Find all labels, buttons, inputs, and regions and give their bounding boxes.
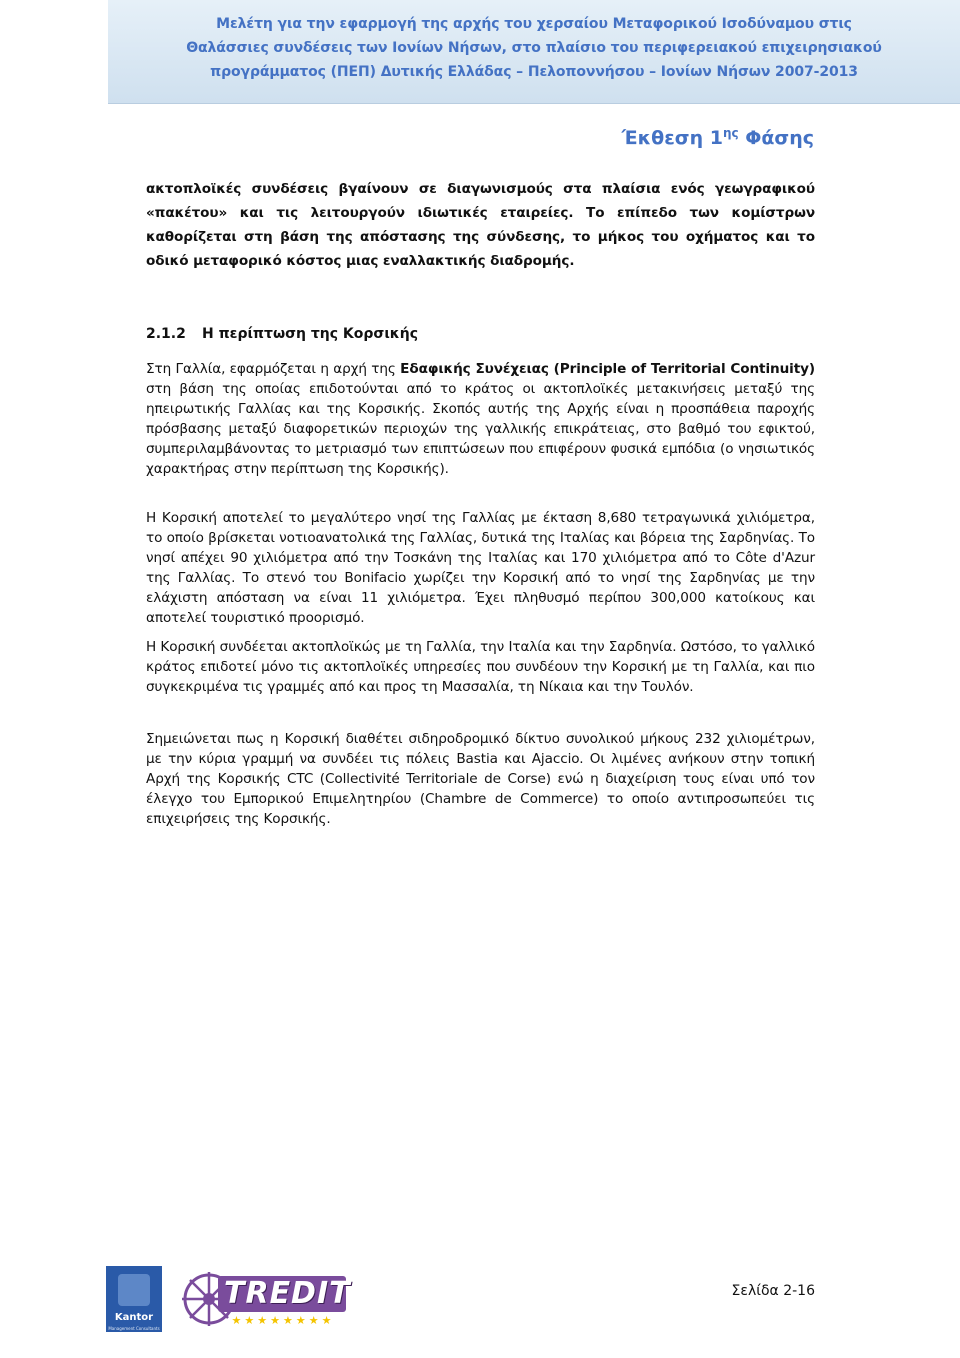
paragraph-1: [146, 359, 815, 479]
paragraph-2: Η Κορσική αποτελεί το μεγαλύτερο νησί της Γαλλίας με έκταση 8,680 τετραγωνικά χιλιόμετρα, το οποίο βρίσκεται νοτιοανατολικά της Γαλλίας, δυτικά της Ιταλίας και βόρεια της Σαρδηνίας. Το νησί απέχει 90 χιλιόμετρα από την Τοσκάνη της Ιταλίας και 170 χιλιόμετρα από το Côte d'Azur της Γαλλίας. Το στενό του Bonifacio χωρίζει την Κορσική από το νησί της Σαρδηνίας με την ελάχιστη απόσταση να είναι 11 χιλιόμετρα. Έχει πληθυσμό περίπου 300,000 κατοίκους και αποτελεί τουριστικό προορισμό.: [146, 510, 815, 626]
paragraph-1-bold-term: Εδαφικής Συνέχειας (Principle of Territorial Continuity): [400, 361, 815, 377]
tredit-logo-word: TREDIT: [224, 1276, 351, 1311]
report-title-superscript: ης: [722, 126, 739, 140]
paragraph-1-text-a: Στη Γαλλία, εφαρμόζεται η αρχή της: [146, 361, 401, 377]
section-heading: [146, 326, 418, 342]
page-number: Σελίδα 2-16: [731, 1283, 815, 1299]
eu-stars-icon: ★★★★★★★★: [231, 1314, 335, 1327]
section-number: 2.1.2: [146, 326, 186, 342]
paragraph-1-text-b: στη βάση της οποίας επιδοτούνται από το κράτος οι ακτοπλοϊκές μετακινήσεις μεταξύ της ηπειρωτικής Γαλλίας και της Κορσικής. Σκοπός αυτής της Αρχής είναι η προσπάθεια παροχής πρόσβασης μεταξύ διαφορετικών περιοχών της γαλλικής επικράτειας, στο βαθμό του εφικτού, συμπεριλαμβάνοντας το μετριασμό των επιπτώσεων που επιφέρουν φυσικά εμπόδια (ο νησιωτικός χαρακτήρας στην περίπτωση της Κορσικής).: [146, 381, 815, 477]
kantor-logo-sub: Management Consultants: [108, 1326, 160, 1331]
header-line-1: Μελέτη για την εφαρμογή της αρχής του χερσαίου Μεταφορικού Ισοδύναμου στις: [216, 16, 852, 32]
kantor-logo: [106, 1266, 162, 1332]
kantor-logo-mark-icon: [118, 1274, 150, 1306]
paragraph-3: Η Κορσική συνδέεται ακτοπλοϊκώς με τη Γαλλία, την Ιταλία και την Σαρδηνία. Ωστόσο, το γαλλικό κράτος επιδοτεί μόνο τις ακτοπλοϊκές υπηρεσίες που συνδέουν την Κορσική με τη Γαλλία, και πιο συγκεκριμένα τις γραμμές από και προς τη Μασσαλία, τη Νίκαια και την Τουλόν.: [146, 639, 815, 695]
continued-paragraph: ακτοπλοϊκές συνδέσεις βγαίνουν σε διαγωνισμούς στα πλαίσια ενός γεωγραφικού «πακέτου» και τις λειτουργούν ιδιωτικές εταιρείες. Το επίπεδο των κομίστρων καθορίζεται στη βάση της απόστασης της σύνδεσης, το μήκος του οχήματος και το οδικό μεταφορικό κόστος μιας εναλλακτικής διαδρομής.: [146, 181, 815, 269]
tredit-logo: [180, 1262, 350, 1342]
kantor-logo-word: Kantor: [114, 1312, 154, 1323]
report-title-suffix: Φάσης: [738, 127, 814, 149]
report-title: [622, 126, 814, 149]
report-title-prefix: Έκθεση 1: [621, 127, 723, 149]
paragraph-4: Σημειώνεται πως η Κορσική διαθέτει σιδηροδρομικό δίκτυο συνολικού μήκους 232 χιλιομέτρων, με την κύρια γραμμή να συνδέει τις πόλεις Bastia και Ajaccio. Οι λιμένες ανήκουν στην τοπική Αρχή της Κορσικής CTC (Collectivité Territoriale de Corse) ενώ η διαχείριση τους είναι υπό τον έλεγχο του Εμπορικού Επιμελητηρίου (Chambre de Commerce) το οποίο αντιπροσωπεύει τις επιχειρήσεις της Κορσικής.: [146, 731, 815, 827]
header-line-3: προγράμματος (ΠΕΠ) Δυτικής Ελλάδας – Πελοποννήσου – Ιονίων Νήσων 2007-2013: [210, 64, 858, 80]
section-title: Η περίπτωση της Κορσικής: [202, 326, 418, 342]
header-line-2: Θαλάσσιες συνδέσεις των Ιονίων Νήσων, στο πλαίσιο του περιφερειακού επιχειρησιακού: [186, 40, 882, 56]
